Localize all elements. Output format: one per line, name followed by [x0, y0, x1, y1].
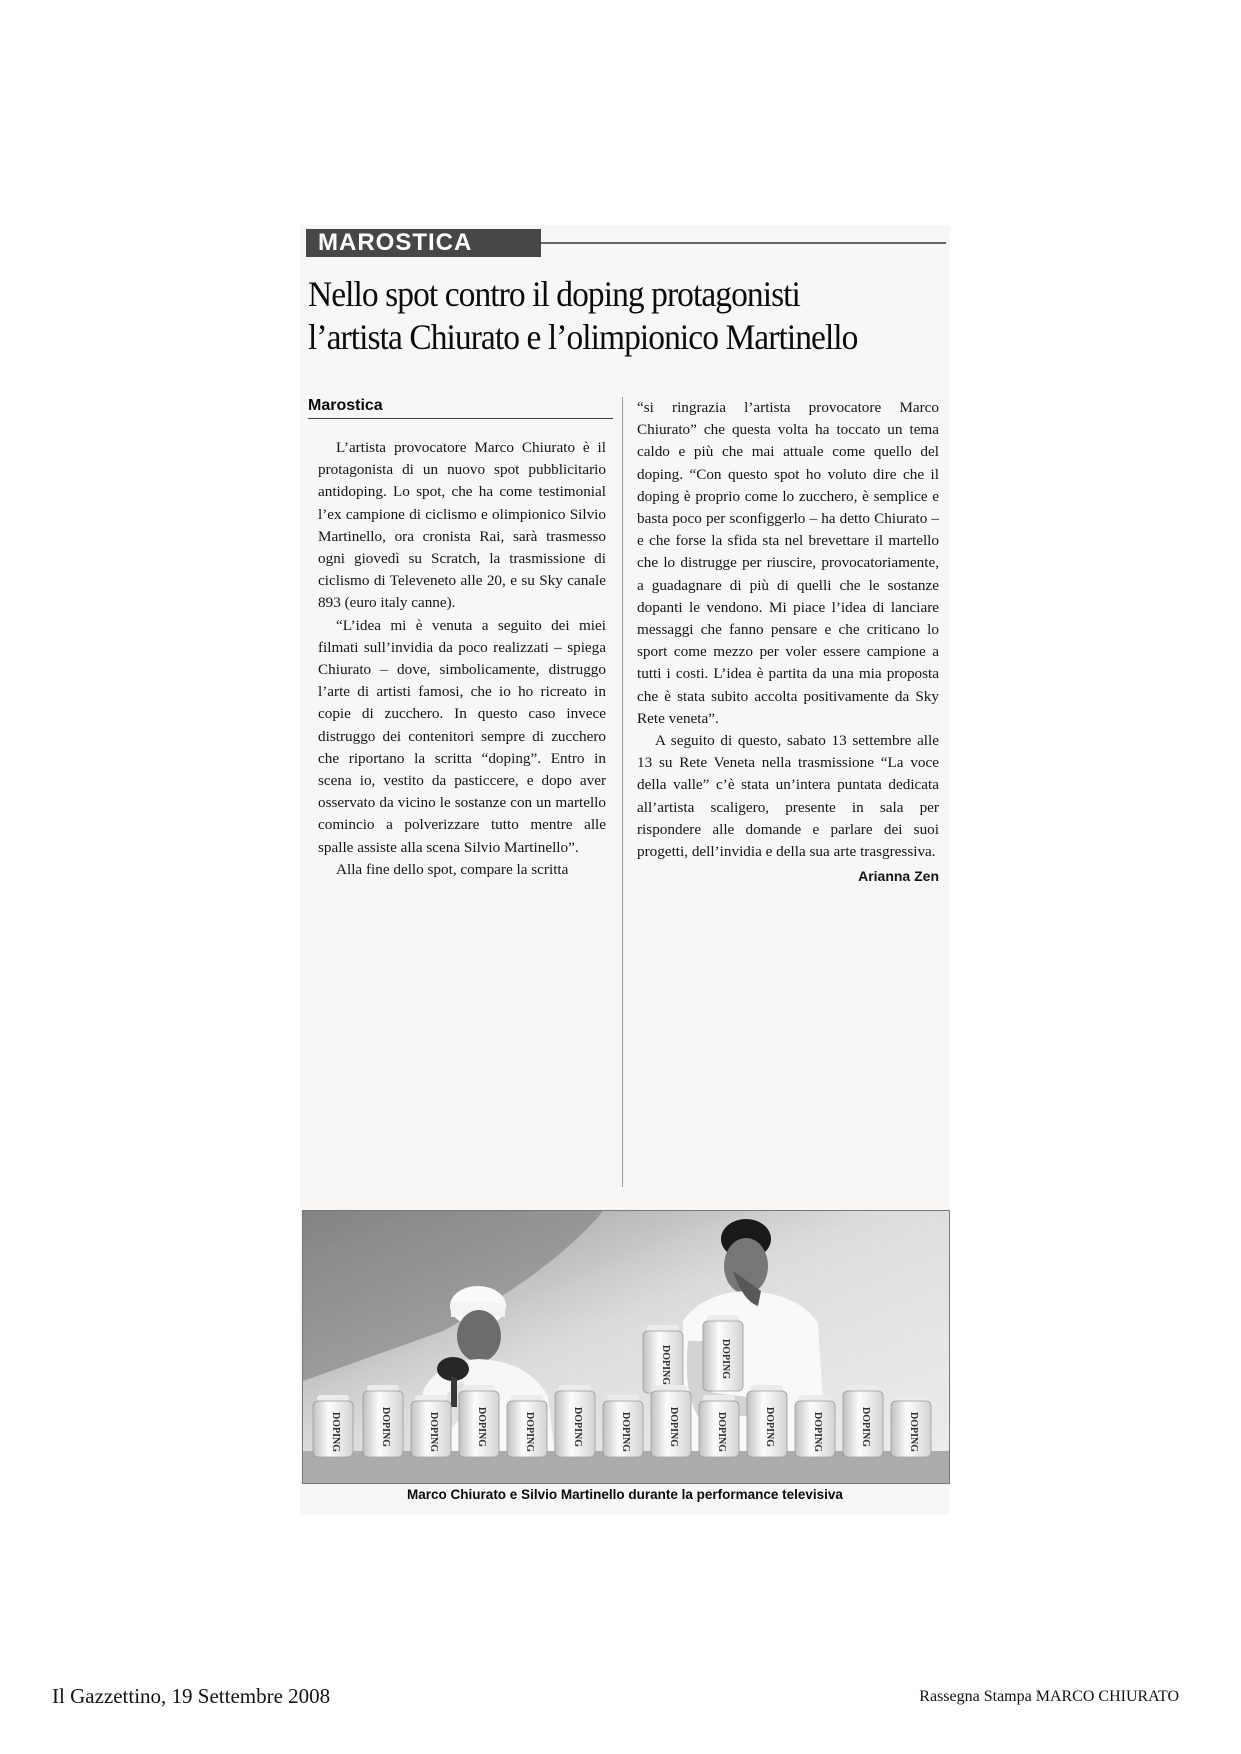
svg-text:DOPING: DOPING — [330, 1412, 341, 1452]
doping-jar — [891, 1395, 931, 1457]
section-rule — [541, 242, 946, 244]
svg-text:DOPING: DOPING — [860, 1407, 871, 1447]
newspaper-clipping — [300, 225, 950, 1515]
svg-text:DOPING: DOPING — [720, 1339, 731, 1379]
footer-source: Il Gazzettino, 19 Settembre 2008 — [52, 1684, 331, 1708]
svg-text:DOPING: DOPING — [716, 1412, 727, 1452]
svg-text:DOPING: DOPING — [812, 1412, 823, 1452]
paragraph: “si ringrazia l’artista provocatore Marco Chiurato” che questa volta ha toccato un tema caldo e più che mai attuale come quello del doping. “Con questo spot ho voluto dire che il doping è proprio come lo zucchero, è semplice e basta poco per sconfiggerlo – ha detto Chiurato – e che forse la sfida sta nel brevettare il martello che lo distrugge per riuscire, provocatoriamente, a guadagnare di più di quelli che le sostanze dopanti le vendono. Mi piace l’idea di lanciare messaggi che fanno pensare e che criticano lo sport come mezzo per voler essere campione a tutti i costi. L’idea è partita da una mia proposta che è stata subito accolta positivamente da Sky Rete veneta”. — [637, 399, 939, 727]
doping-jar — [795, 1395, 835, 1457]
byline: Arianna Zen — [858, 868, 939, 885]
kicker: Marostica — [308, 397, 613, 419]
doping-jar — [313, 1395, 353, 1457]
doping-jar — [643, 1325, 683, 1393]
doping-jar — [363, 1385, 403, 1457]
svg-text:DOPING: DOPING — [476, 1407, 487, 1447]
article-column-1 — [318, 437, 606, 881]
article-photo — [302, 1210, 950, 1484]
paragraph: L’artista provocatore Marco Chiurato è il protagonista di un nuovo spot pubblicitario antidoping. Lo spot, che ha come testimonial l’ex campione di ciclismo e olimpionico Silvio Martinello, ora cronista Rai, sarà trasmesso ogni giovedì su Scratch, la trasmissione di ciclismo di Televeneto alle 20, e su Sky canale 893 (euro italy canne). — [318, 439, 606, 612]
headline — [308, 273, 903, 359]
svg-text:DOPING: DOPING — [428, 1412, 439, 1452]
column-divider — [622, 397, 623, 1187]
paragraph: A seguito di questo, sabato 13 settembre alle 13 su Rete Veneta nella trasmissione “La voce della valle” c’è stata un’intera puntata dedicata all’artista scaligero, presente in sala per rispondere alle domande e parlare dei suoi progetti, dell’invidia e della sua arte trasgressiva. — [637, 732, 939, 861]
svg-text:DOPING: DOPING — [764, 1407, 775, 1447]
article-column-2 — [637, 397, 939, 887]
doping-jar — [699, 1395, 739, 1457]
section-tag: MAROSTICA — [306, 229, 541, 257]
photo-caption: Marco Chiurato e Silvio Martinello durante la performance televisiva — [407, 1487, 843, 1502]
svg-text:DOPING: DOPING — [572, 1407, 583, 1447]
footer-press-review: Rassegna Stampa MARCO CHIURATO — [919, 1688, 1179, 1705]
paragraph: Alla fine dello spot, compare la scritta — [336, 860, 569, 878]
doping-jar — [651, 1385, 691, 1457]
svg-text:DOPING: DOPING — [908, 1412, 919, 1452]
doping-jar — [747, 1385, 787, 1457]
svg-text:DOPING: DOPING — [380, 1407, 391, 1447]
doping-jar — [555, 1385, 595, 1457]
paragraph: “L’idea mi è venuta a seguito dei miei filmati sull’invidia da poco realizzati – spiega Chiurato – dove, simbolicamente, distruggo l’arte di artisti famosi, che io ho ricreato in copie di zucchero. In questo caso invece distruggo dei contenitori sempre di zucchero che riportano la scritta “doping”. Entro in scena io, vestito da pasticcere, e dopo aver osservato da vicino le sostanze con un martello comincio a polverizzare tutto mentre alle spalle assiste alla scena Silvio Martinello”. — [318, 616, 606, 856]
doping-jar — [507, 1395, 547, 1457]
headline-line-2: l’artista Chiurato e l’olimpionico Martinello — [308, 317, 858, 357]
doping-jar — [603, 1395, 643, 1457]
svg-text:DOPING: DOPING — [524, 1412, 535, 1452]
svg-text:DOPING: DOPING — [620, 1412, 631, 1452]
svg-text:DOPING: DOPING — [660, 1345, 671, 1385]
headline-line-1: Nello spot contro il doping protagonisti — [308, 274, 800, 314]
doping-jar — [411, 1395, 451, 1457]
svg-text:DOPING: DOPING — [668, 1407, 679, 1447]
doping-jar — [703, 1315, 743, 1391]
photo-illustration — [303, 1211, 949, 1483]
doping-jar — [459, 1385, 499, 1457]
doping-jar — [843, 1385, 883, 1457]
